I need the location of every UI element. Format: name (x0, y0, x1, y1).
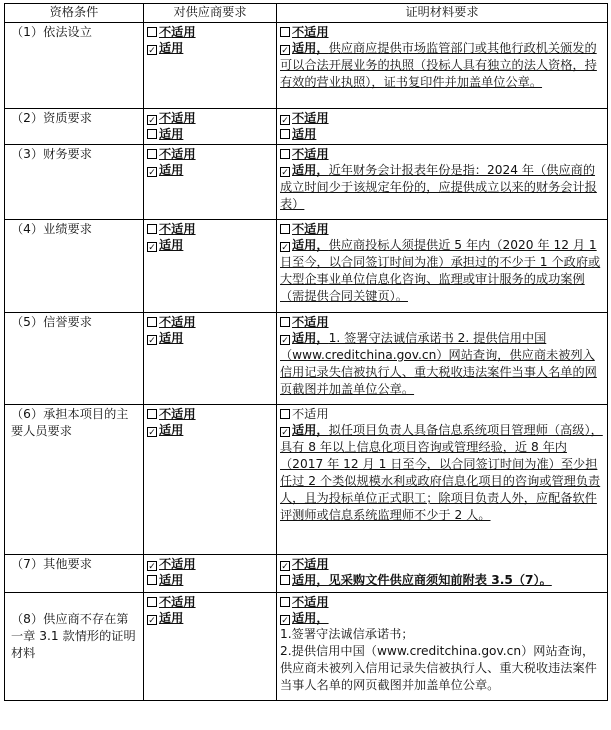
header-supplier-requirement: 对供应商要求 (144, 4, 277, 23)
option-not-applicable[interactable]: 不适用 (280, 406, 604, 422)
checkbox-unchecked-icon[interactable] (280, 149, 290, 159)
option-applicable[interactable]: ✓ 适用 (148, 331, 184, 346)
checkbox-unchecked-icon[interactable] (280, 317, 290, 327)
checkbox-checked-icon[interactable]: ✓ (148, 243, 156, 253)
checkbox-checked-icon[interactable]: ✓ (148, 116, 156, 126)
condition-cell: （8）供应商不存在第一章 3.1 款情形的证明材料 (5, 593, 144, 701)
header-condition: 资格条件 (5, 4, 144, 23)
checkbox-checked-icon[interactable]: ✓ (148, 428, 156, 438)
checkbox-checked-icon[interactable]: ✓ (148, 336, 156, 346)
table-row (5, 109, 608, 145)
proof-cell: 不适用 ✓ 适用，供应商投标人须提供近 5 年内（2020 年 12 月 1 日至今，以合同签订时间为准）承担过的不少于 1 个政府或大型企事业单位信息化咨询、监理或审计服务的成功案例（需提供合同关键页）。 (277, 220, 608, 313)
checkbox-checked-icon[interactable]: ✓ (148, 562, 156, 572)
option-not-applicable[interactable]: 不适用 (147, 24, 273, 40)
checkbox-checked-icon[interactable]: ✓ (281, 116, 289, 126)
option-not-applicable[interactable]: 不适用 (280, 314, 604, 330)
option-applicable[interactable]: 适用 (147, 572, 273, 588)
condition-cell: （5）信誉要求 (5, 313, 144, 405)
option-not-applicable[interactable]: ✓ 不适用 (148, 557, 196, 572)
option-not-applicable[interactable]: 不适用 (147, 406, 273, 422)
option-not-applicable[interactable]: ✓ 不适用 (281, 111, 329, 126)
option-applicable[interactable]: ✓ 适用 (148, 163, 184, 178)
supplier-options (144, 145, 277, 220)
table-row (5, 145, 608, 220)
checkbox-unchecked-icon[interactable] (280, 597, 290, 607)
checkbox-unchecked-icon[interactable] (147, 27, 157, 37)
checkbox-checked-icon[interactable]: ✓ (281, 562, 289, 572)
proof-description: 拟任项目负责人具备信息系统项目管理师（高级），具有 8 年以上信息化项目咨询或管理经验，近 8 年内（2017 年 12 月 1 日至今，以合同签订时间为准）至少担任过 2 个类似规模水利或政府信息化项目的咨询或管理负责人，且为投标单位正式职工；除项目负责人外，应配备软件评测师或信息系统监理师不少于 2 人。 (280, 423, 603, 522)
table-row (5, 555, 608, 593)
option-not-applicable[interactable]: ✓ 不适用 (148, 111, 196, 126)
supplier-options (144, 593, 277, 701)
supplier-options (144, 23, 277, 109)
checkbox-checked-icon[interactable]: ✓ (281, 428, 289, 438)
proof-cell (277, 109, 608, 145)
option-not-applicable[interactable]: 不适用 (147, 594, 273, 610)
table-row (5, 23, 608, 109)
option-not-applicable[interactable]: 不适用 (280, 594, 604, 610)
proof-cell: 不适用 ✓ 适用，近年财务会计报表年份是指：2024 年（供应商的成立时间少于该规定年份的，应提供成立以来的财务会计报表） (277, 145, 608, 220)
checkbox-checked-icon[interactable]: ✓ (148, 46, 156, 56)
supplier-options (144, 313, 277, 405)
option-applicable[interactable]: 适用 (280, 126, 604, 142)
checkbox-unchecked-icon[interactable] (280, 129, 290, 139)
proof-description: 供应商投标人须提供近 5 年内（2020 年 12 月 1 日至今，以合同签订时间为准）承担过的不少于 1 个政府或大型企事业单位信息化咨询、监理或审计服务的成功案例（需提供合同关键页）。 (280, 238, 601, 303)
checkbox-checked-icon[interactable]: ✓ (281, 168, 289, 178)
checkbox-checked-icon[interactable]: ✓ (148, 168, 156, 178)
checkbox-unchecked-icon[interactable] (147, 317, 157, 327)
proof-description: 1. 签署守法诚信承诺书 2. 提供信用中国（www.creditchina.gov.cn）网站查询，供应商未被列入信用记录失信被执行人、重大税收违法案件当事人名单的网页截图并加盖单位公章。 (280, 331, 597, 396)
checkbox-unchecked-icon[interactable] (280, 27, 290, 37)
option-not-applicable[interactable]: 不适用 (280, 146, 604, 162)
supplier-options (144, 220, 277, 313)
proof-cell (277, 593, 608, 701)
checkbox-unchecked-icon[interactable] (147, 149, 157, 159)
option-applicable[interactable]: ✓ 适用 (148, 238, 184, 253)
proof-line: 1.签署守法诚信承诺书； (280, 627, 414, 641)
checkbox-checked-icon[interactable]: ✓ (281, 46, 289, 56)
qualification-table (4, 3, 608, 701)
proof-description: 供应商应提供市场监管部门或其他行政机关颁发的可以合法开展业务的执照（投标人具有独立的法人资格，持有效的营业执照），证书复印件并加盖单位公章。 (280, 41, 597, 89)
option-applicable[interactable]: ✓ 适用 (148, 611, 184, 626)
table-row (5, 405, 608, 555)
checkbox-unchecked-icon[interactable] (280, 409, 290, 419)
option-applicable[interactable]: ✓ 适用 (148, 41, 184, 56)
proof-cell: 不适用 ✓ 适用，供应商应提供市场监管部门或其他行政机关颁发的可以合法开展业务的执照（投标人具有独立的法人资格，持有效的营业执照），证书复印件并加盖单位公章。 (277, 23, 608, 109)
option-applicable[interactable]: ✓ 适用， (281, 611, 329, 626)
option-not-applicable[interactable]: 不适用 (147, 221, 273, 237)
checkbox-unchecked-icon[interactable] (147, 575, 157, 585)
proof-line: 2.提供信用中国（www.creditchina.gov.cn）网站查询，供应商未被列入信用记录失信被执行人、重大税收违法案件当事人名单的网页截图并加盖单位公章。 (280, 644, 597, 692)
option-not-applicable[interactable]: 不适用 (147, 314, 273, 330)
table-row (5, 220, 608, 313)
checkbox-unchecked-icon[interactable] (147, 129, 157, 139)
table-row (5, 313, 608, 405)
option-applicable[interactable]: 适用 (147, 126, 273, 142)
supplier-options (144, 109, 277, 145)
checkbox-checked-icon[interactable]: ✓ (281, 243, 289, 253)
supplier-options (144, 555, 277, 593)
option-not-applicable[interactable]: 不适用 (280, 24, 604, 40)
checkbox-unchecked-icon[interactable] (280, 224, 290, 234)
proof-description: 近年财务会计报表年份是指：2024 年（供应商的成立时间少于该规定年份的，应提供成立以来的财务会计报表） (280, 163, 597, 211)
header-row (5, 4, 608, 23)
condition-cell: （6）承担本项目的主要人员要求 (5, 405, 144, 555)
condition-cell: （1）依法设立 (5, 23, 144, 109)
condition-cell: （4）业绩要求 (5, 220, 144, 313)
checkbox-checked-icon[interactable]: ✓ (148, 616, 156, 626)
checkbox-unchecked-icon[interactable] (280, 575, 290, 585)
header-proof-requirement: 证明材料要求 (277, 4, 608, 23)
option-not-applicable[interactable]: ✓ 不适用 (281, 557, 329, 572)
proof-cell: 不适用 ✓ 适用，拟任项目负责人具备信息系统项目管理师（高级），具有 8 年以上信息化项目咨询或管理经验，近 8 年内（2017 年 12 月 1 日至今，以合同签订时间为准）至少担任过 2 个类似规模水利或政府信息化项目的咨询或管理负责人，且为投标单位正式职工；除项目负责人外，应配备软件评测师或信息系统监理师不少于 2 人。 (277, 405, 608, 555)
option-applicable[interactable]: ✓ 适用 (148, 423, 184, 438)
checkbox-unchecked-icon[interactable] (147, 597, 157, 607)
option-not-applicable[interactable]: 不适用 (147, 146, 273, 162)
checkbox-unchecked-icon[interactable] (147, 409, 157, 419)
checkbox-checked-icon[interactable]: ✓ (281, 616, 289, 626)
proof-description: 适用，见采购文件供应商须知前附表 3.5（7）。 (280, 572, 604, 588)
supplier-options (144, 405, 277, 555)
proof-cell: 不适用 ✓ 适用，1. 签署守法诚信承诺书 2. 提供信用中国（www.creditchina.gov.cn）网站查询，供应商未被列入信用记录失信被执行人、重大税收违法案件当事人名单的网页截图并加盖单位公章。 (277, 313, 608, 405)
checkbox-checked-icon[interactable]: ✓ (281, 336, 289, 346)
checkbox-unchecked-icon[interactable] (147, 224, 157, 234)
condition-cell: （2）资质要求 (5, 109, 144, 145)
proof-cell (277, 555, 608, 593)
table-row (5, 593, 608, 701)
option-not-applicable[interactable]: 不适用 (280, 221, 604, 237)
condition-cell: （3）财务要求 (5, 145, 144, 220)
condition-cell: （7）其他要求 (5, 555, 144, 593)
